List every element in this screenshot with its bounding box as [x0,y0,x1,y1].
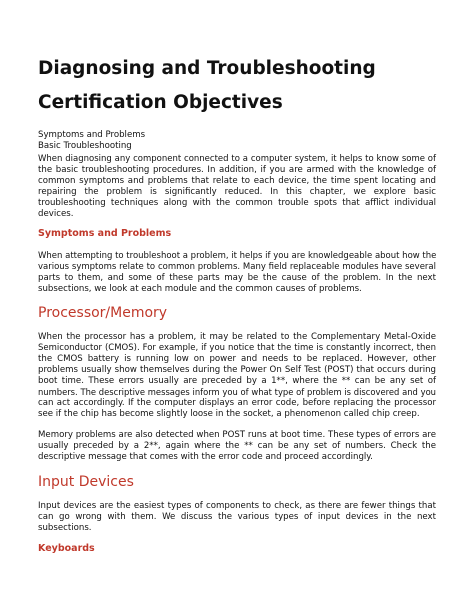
processor-memory-heading: Processor/Memory [38,305,168,321]
text-line: Memory problems are also detected when POST runs at boot time. These types of errors are [38,430,436,440]
text-line: When attempting to troubleshoot a problem, it helps if you are knowledgeable about how the [38,251,437,261]
text-line: common symptoms and problems that relate to each device, the time spent locating and [38,176,436,186]
document-title-line-1: Diagnosing and Troubleshooting [38,58,376,79]
symptoms-heading: Symptoms and Problems [38,228,172,239]
objective-item: Symptoms and Problems [38,130,146,140]
text-line: can act accordingly. If the computer displays an error code, before replacing the processor [38,398,436,408]
text-line: repairing the problem is significantly reduced. In this chapter, we explore basic [38,187,436,197]
symptoms-paragraph [38,251,436,295]
text-line: Semiconductor (CMOS). For example, if you notice that the time is constantly incorrect, then [38,343,436,353]
text-line: can go wrong with them. We discuss the various types of input devices in the next [38,512,436,522]
text-line: devices. [38,209,74,219]
input-devices-paragraph [38,501,436,534]
objective-item: Basic Troubleshooting [38,141,132,151]
text-line: various symptoms relate to common problems. Many field replaceable modules have several [38,262,436,272]
keyboards-heading: Keyboards [38,543,95,554]
text-line: parts to them, and some of these parts may be the cause of the problem. In the next [38,273,436,283]
text-line: usually preceded by a 2**, again where the ** can be any set of numbers. Check the [38,441,436,451]
text-line: descriptive message that comes with the error code and proceed accordingly. [38,452,373,462]
objectives-list [38,130,145,152]
text-line: Input devices are the easiest types of components to check, as there are fewer things that [38,501,436,511]
text-line: When diagnosing any component connected to a computer system, it helps to know some of [38,154,436,164]
document-title-line-2: Certification Objectives [38,92,283,113]
memory-paragraph [38,430,436,463]
text-line: problems usually show themselves during the Power On Self Test (POST) that occurs during [38,365,436,375]
processor-paragraph [38,332,436,420]
text-line: see if the chip has become slightly loose in the socket, a phenomenon called chip creep. [38,409,420,419]
intro-paragraph [38,154,436,220]
input-devices-heading: Input Devices [38,474,134,490]
text-line: numbers. The descriptive messages inform you of what type of problem is discovered and you [38,387,436,397]
text-line: When the processor has a problem, it may be related to the Complementary Metal-Oxide [38,332,436,342]
text-line: troubleshooting techniques along with the common trouble spots that afflict individual [38,198,436,208]
text-line: the basic troubleshooting procedures. In addition, if you are armed with the knowledge of [38,165,436,175]
text-line: subsections. [38,523,92,533]
text-line: subsections, we look at each module and the common causes of problems. [38,284,362,294]
text-line: boot time. These errors usually are preceded by a 1**, where the ** can be any set of [38,376,436,386]
text-line: the CMOS battery is running low on power and needs to be replaced. However, other [38,354,436,364]
